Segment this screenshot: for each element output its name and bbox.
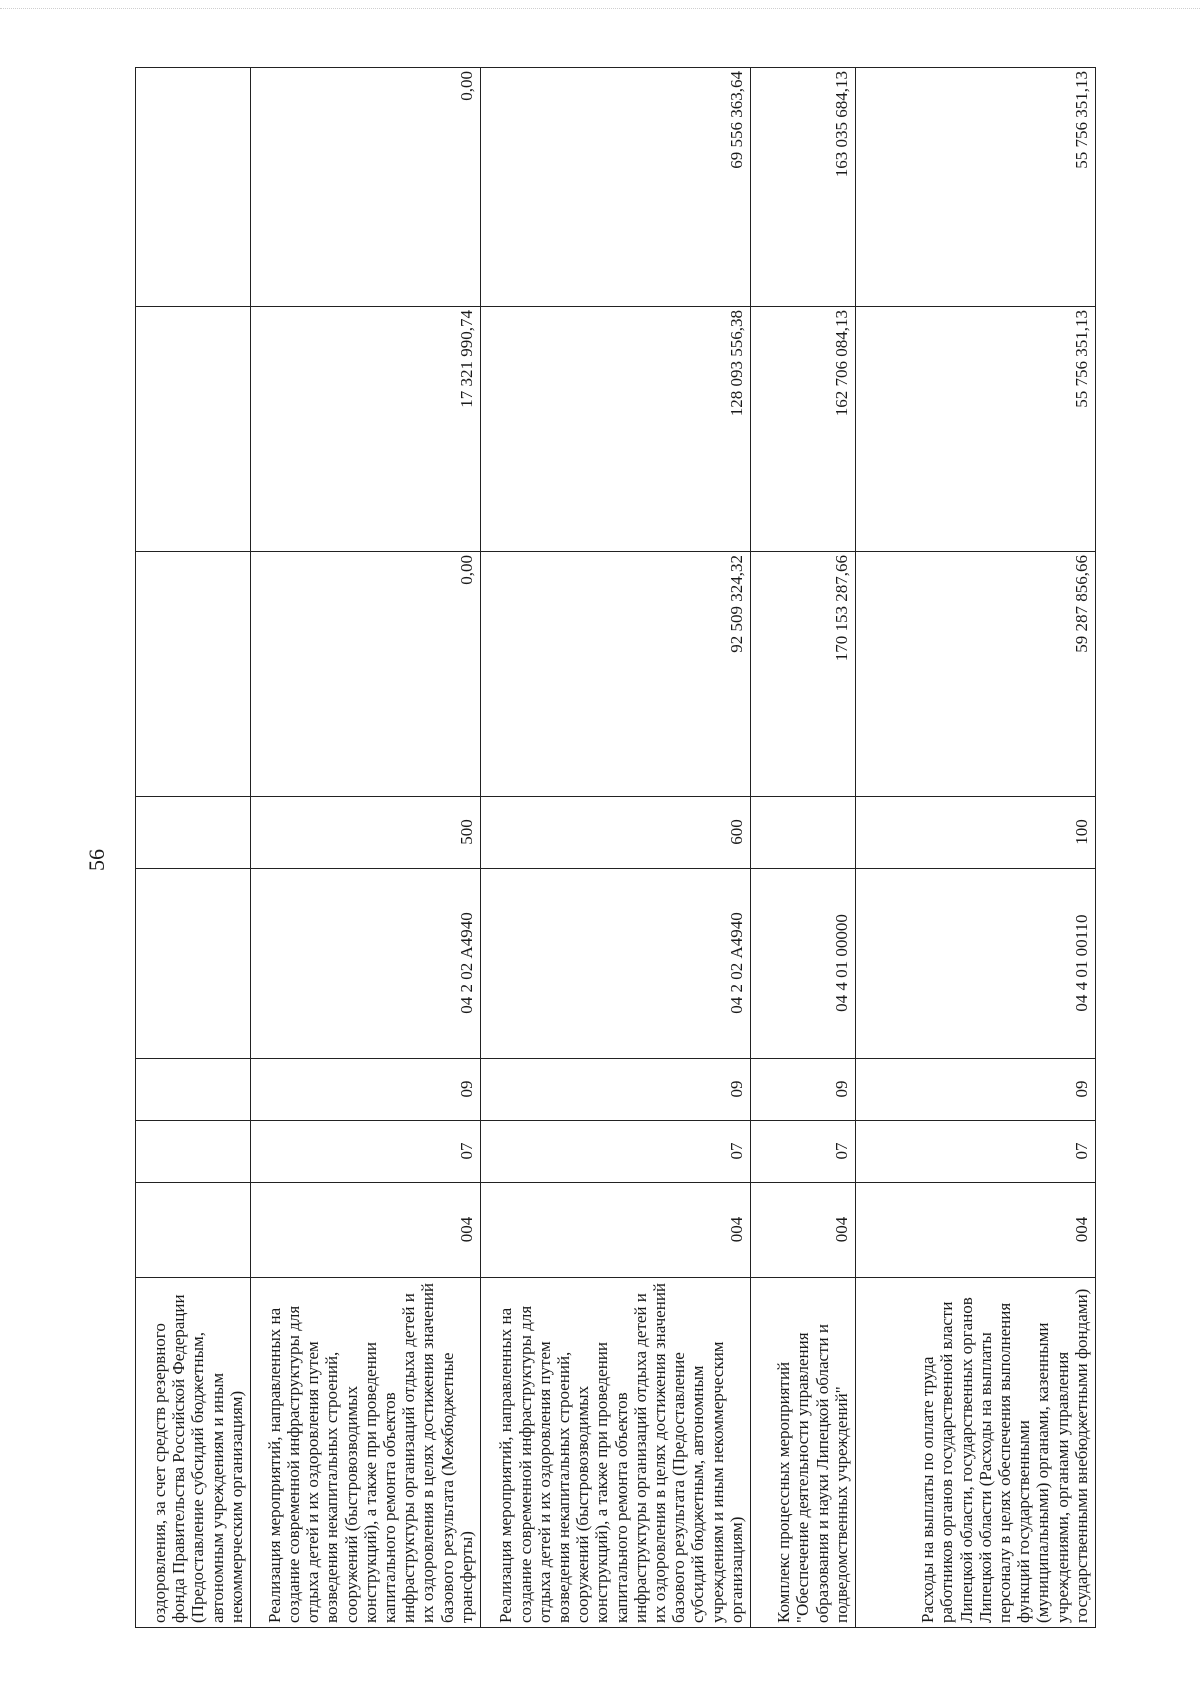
cell-sum-3: 0,00 bbox=[251, 68, 481, 307]
cell-ved bbox=[136, 1183, 251, 1278]
cell-pr: 09 bbox=[251, 1059, 481, 1121]
cell-vr: 100 bbox=[856, 797, 1096, 869]
table-row bbox=[751, 68, 856, 1628]
cell-rz: 07 bbox=[856, 1121, 1096, 1183]
cell-sum-2: 128 093 556,38 bbox=[481, 307, 751, 552]
row-description: Реализация мероприятий, направленных на создание современной инфраструктуры для отдыха детей и их оздоровления путем возведения некапитальных строений, сооружений (быстровозводимых конструкций), а также при проведении капитального ремонта объектов инфраструктуры организаций отдыха детей и их оздоровления в целях достижения значений базового результата (Предоставление субсидий бюджетным, автономным учреждениям и иным некоммерческим организациям) bbox=[481, 1278, 751, 1628]
cell-csr: 04 2 02 А4940 bbox=[481, 869, 751, 1059]
scan-top-edge bbox=[0, 8, 1200, 9]
cell-rz: 07 bbox=[481, 1121, 751, 1183]
cell-sum-1: 59 287 856,66 bbox=[856, 552, 1096, 797]
cell-sum-2 bbox=[136, 307, 251, 552]
cell-sum-2: 162 706 084,13 bbox=[751, 307, 856, 552]
row-description: Комплекс процессных мероприятий "Обеспечение деятельности управления образования и науки Липецкой области и подведомственных учреждений" bbox=[751, 1278, 856, 1628]
cell-csr: 04 4 01 00110 bbox=[856, 869, 1096, 1059]
cell-vr bbox=[751, 797, 856, 869]
cell-vr: 600 bbox=[481, 797, 751, 869]
cell-rz bbox=[136, 1121, 251, 1183]
cell-ved: 004 bbox=[251, 1183, 481, 1278]
cell-ved: 004 bbox=[751, 1183, 856, 1278]
cell-pr bbox=[136, 1059, 251, 1121]
cell-csr: 04 2 02 А4940 bbox=[251, 869, 481, 1059]
cell-pr: 09 bbox=[751, 1059, 856, 1121]
cell-sum-1: 170 153 287,66 bbox=[751, 552, 856, 797]
cell-csr: 04 4 01 00000 bbox=[751, 869, 856, 1059]
table-row bbox=[481, 68, 751, 1628]
cell-sum-1: 92 509 324,32 bbox=[481, 552, 751, 797]
row-description: оздоровления, за счет средств резервного фонда Правительства Российской Федерации (Предоставление субсидий бюджетным, автономным учреждениям и иным некоммерческим организациям) bbox=[136, 1278, 251, 1628]
cell-pr: 09 bbox=[481, 1059, 751, 1121]
table-row bbox=[251, 68, 481, 1628]
cell-vr: 500 bbox=[251, 797, 481, 869]
cell-rz: 07 bbox=[751, 1121, 856, 1183]
rotated-table-wrapper bbox=[135, 68, 1095, 1628]
cell-sum-1 bbox=[136, 552, 251, 797]
cell-vr bbox=[136, 797, 251, 869]
cell-pr: 09 bbox=[856, 1059, 1096, 1121]
table-row bbox=[136, 68, 251, 1628]
table-row bbox=[856, 68, 1096, 1628]
cell-rz: 07 bbox=[251, 1121, 481, 1183]
cell-sum-3: 163 035 684,13 bbox=[751, 68, 856, 307]
budget-table bbox=[135, 67, 1096, 1628]
page-number: 56 bbox=[84, 849, 109, 871]
cell-sum-2: 17 321 990,74 bbox=[251, 307, 481, 552]
cell-ved: 004 bbox=[856, 1183, 1096, 1278]
cell-ved: 004 bbox=[481, 1183, 751, 1278]
cell-sum-3: 69 556 363,64 bbox=[481, 68, 751, 307]
cell-sum-1: 0,00 bbox=[251, 552, 481, 797]
row-description: Реализация мероприятий, направленных на создание современной инфраструктуры для отдыха детей и их оздоровления путем возведения некапитальных строений, сооружений (быстровозводимых конструкций), а также при проведении капитального ремонта объектов инфраструктуры организаций отдыха детей и их оздоровления в целях достижения значений базового результата (Межбюджетные трансферты) bbox=[251, 1278, 481, 1628]
cell-sum-3 bbox=[136, 68, 251, 307]
cell-csr bbox=[136, 869, 251, 1059]
row-description: Расходы на выплаты по оплате труда работников органов государственной власти Липецкой области, государственных органов Липецкой области (Расходы на выплаты персоналу в целях обеспечения выполнения функций государственными (муниципальными) органами, казенными учреждениями, органами управления государственными внебюджетными фондами) bbox=[856, 1278, 1096, 1628]
cell-sum-2: 55 756 351,13 bbox=[856, 307, 1096, 552]
cell-sum-3: 55 756 351,13 bbox=[856, 68, 1096, 307]
